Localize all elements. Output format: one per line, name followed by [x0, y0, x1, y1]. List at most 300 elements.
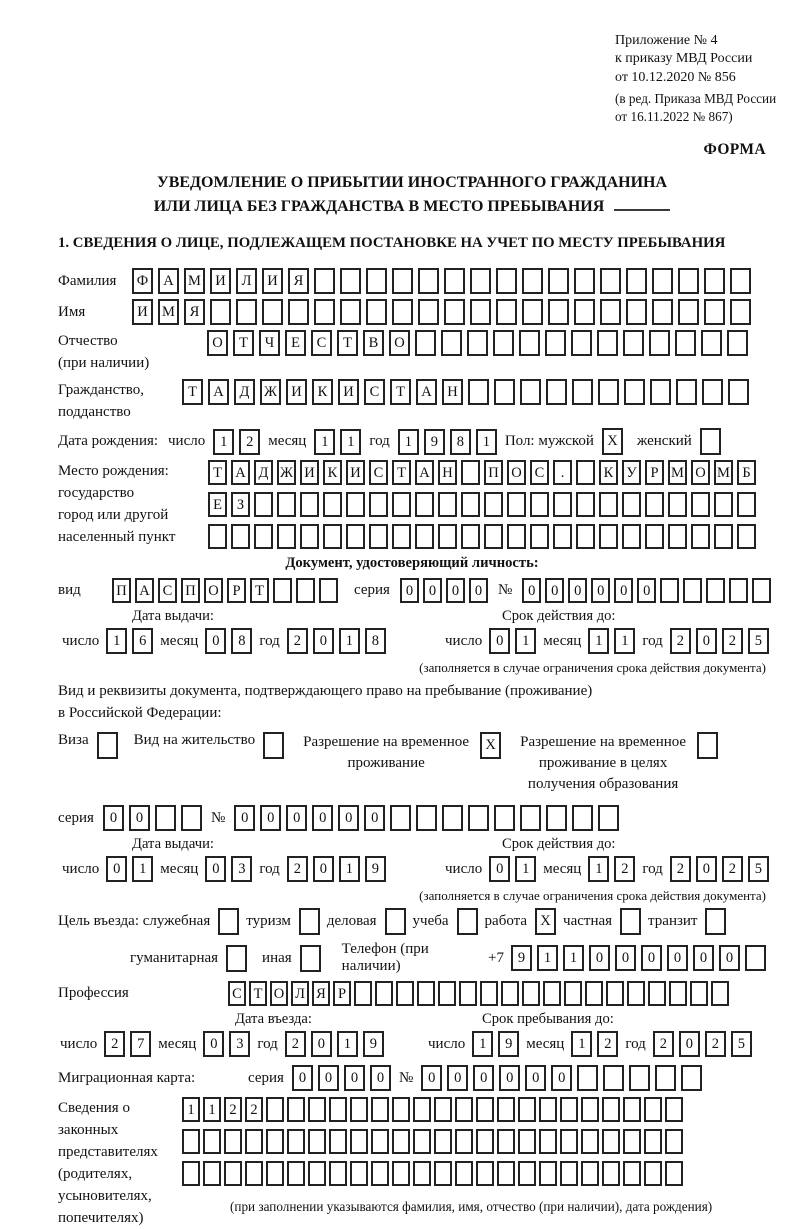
- char-cell[interactable]: [553, 524, 572, 549]
- char-cell[interactable]: [706, 578, 725, 603]
- char-cell[interactable]: 0: [522, 578, 541, 603]
- char-cell[interactable]: Р: [227, 578, 246, 603]
- char-cell[interactable]: Т: [208, 460, 227, 485]
- char-cell[interactable]: [396, 981, 414, 1006]
- char-cell[interactable]: [545, 330, 566, 356]
- char-cell[interactable]: [623, 330, 644, 356]
- char-cell[interactable]: .: [553, 460, 572, 485]
- char-cell[interactable]: 0: [312, 805, 333, 831]
- char-cell[interactable]: 2: [614, 856, 635, 882]
- char-cell[interactable]: [434, 1161, 452, 1186]
- char-cell[interactable]: [560, 1097, 578, 1122]
- char-cell[interactable]: Т: [249, 981, 267, 1006]
- char-cell[interactable]: 1: [537, 945, 558, 971]
- char-cell[interactable]: Т: [390, 379, 411, 405]
- char-cell[interactable]: [691, 524, 710, 549]
- char-cell[interactable]: [455, 1161, 473, 1186]
- char-cell[interactable]: [392, 268, 413, 294]
- char-cell[interactable]: [623, 1097, 641, 1122]
- char-cell[interactable]: 0: [234, 805, 255, 831]
- char-cell[interactable]: [623, 1129, 641, 1154]
- gender-male-checkbox[interactable]: X: [602, 428, 623, 455]
- char-cell[interactable]: [266, 1129, 284, 1154]
- char-cell[interactable]: С: [530, 460, 549, 485]
- char-cell[interactable]: [522, 981, 540, 1006]
- char-cell[interactable]: [444, 268, 465, 294]
- char-cell[interactable]: И: [346, 460, 365, 485]
- char-cell[interactable]: Н: [438, 460, 457, 485]
- char-cell[interactable]: [371, 1161, 389, 1186]
- char-cell[interactable]: [350, 1097, 368, 1122]
- char-cell[interactable]: [714, 492, 733, 517]
- char-cell[interactable]: И: [300, 460, 319, 485]
- char-cell[interactable]: О: [507, 460, 526, 485]
- char-cell[interactable]: 6: [132, 628, 153, 654]
- char-cell[interactable]: [277, 492, 296, 517]
- char-cell[interactable]: Л: [291, 981, 309, 1006]
- char-cell[interactable]: [413, 1129, 431, 1154]
- char-cell[interactable]: 0: [489, 628, 510, 654]
- char-cell[interactable]: Р: [645, 460, 664, 485]
- char-cell[interactable]: 0: [589, 945, 610, 971]
- char-cell[interactable]: 0: [696, 856, 717, 882]
- char-cell[interactable]: 0: [338, 805, 359, 831]
- char-cell[interactable]: [576, 492, 595, 517]
- char-cell[interactable]: [236, 299, 257, 325]
- char-cell[interactable]: [182, 1161, 200, 1186]
- char-cell[interactable]: [691, 492, 710, 517]
- char-cell[interactable]: Ч: [259, 330, 280, 356]
- char-cell[interactable]: 0: [400, 578, 419, 603]
- char-cell[interactable]: [392, 524, 411, 549]
- purpose-work-checkbox[interactable]: X: [535, 908, 556, 935]
- char-cell[interactable]: О: [270, 981, 288, 1006]
- char-cell[interactable]: [418, 299, 439, 325]
- char-cell[interactable]: [626, 299, 647, 325]
- char-cell[interactable]: [468, 379, 489, 405]
- gender-female-checkbox[interactable]: [700, 428, 721, 455]
- char-cell[interactable]: М: [668, 460, 687, 485]
- char-cell[interactable]: [308, 1161, 326, 1186]
- char-cell[interactable]: [461, 492, 480, 517]
- char-cell[interactable]: [571, 330, 592, 356]
- char-cell[interactable]: Я: [288, 268, 309, 294]
- purpose-official-checkbox[interactable]: [218, 908, 239, 935]
- char-cell[interactable]: [441, 330, 462, 356]
- char-cell[interactable]: [553, 492, 572, 517]
- char-cell[interactable]: [518, 1129, 536, 1154]
- char-cell[interactable]: 5: [731, 1031, 752, 1057]
- char-cell[interactable]: [390, 805, 411, 831]
- char-cell[interactable]: И: [132, 299, 153, 325]
- char-cell[interactable]: 0: [205, 856, 226, 882]
- char-cell[interactable]: 0: [421, 1065, 442, 1091]
- purpose-transit-checkbox[interactable]: [705, 908, 726, 935]
- char-cell[interactable]: [737, 524, 756, 549]
- char-cell[interactable]: [606, 981, 624, 1006]
- char-cell[interactable]: [308, 1129, 326, 1154]
- char-cell[interactable]: [581, 1097, 599, 1122]
- char-cell[interactable]: [329, 1097, 347, 1122]
- char-cell[interactable]: [413, 1097, 431, 1122]
- char-cell[interactable]: [598, 379, 619, 405]
- char-cell[interactable]: [602, 1129, 620, 1154]
- char-cell[interactable]: 1: [314, 429, 335, 455]
- char-cell[interactable]: [459, 981, 477, 1006]
- char-cell[interactable]: С: [369, 460, 388, 485]
- char-cell[interactable]: 2: [670, 628, 691, 654]
- char-cell[interactable]: [366, 299, 387, 325]
- char-cell[interactable]: [442, 805, 463, 831]
- char-cell[interactable]: 0: [719, 945, 740, 971]
- char-cell[interactable]: 2: [287, 856, 308, 882]
- char-cell[interactable]: [438, 492, 457, 517]
- char-cell[interactable]: [522, 268, 543, 294]
- char-cell[interactable]: [602, 1097, 620, 1122]
- char-cell[interactable]: 2: [239, 429, 260, 455]
- purpose-study-checkbox[interactable]: [457, 908, 478, 935]
- char-cell[interactable]: 1: [213, 429, 234, 455]
- char-cell[interactable]: Т: [233, 330, 254, 356]
- char-cell[interactable]: [366, 268, 387, 294]
- char-cell[interactable]: [652, 268, 673, 294]
- char-cell[interactable]: 0: [292, 1065, 313, 1091]
- char-cell[interactable]: 0: [473, 1065, 494, 1091]
- char-cell[interactable]: [727, 330, 748, 356]
- char-cell[interactable]: 9: [498, 1031, 519, 1057]
- char-cell[interactable]: [564, 981, 582, 1006]
- char-cell[interactable]: 0: [551, 1065, 572, 1091]
- char-cell[interactable]: 0: [311, 1031, 332, 1057]
- char-cell[interactable]: [597, 330, 618, 356]
- char-cell[interactable]: [468, 805, 489, 831]
- char-cell[interactable]: [371, 1129, 389, 1154]
- char-cell[interactable]: [518, 1161, 536, 1186]
- char-cell[interactable]: [224, 1129, 242, 1154]
- char-cell[interactable]: [438, 981, 456, 1006]
- char-cell[interactable]: 1: [339, 628, 360, 654]
- temp-residence-checkbox[interactable]: X: [480, 732, 501, 759]
- char-cell[interactable]: Т: [182, 379, 203, 405]
- char-cell[interactable]: [520, 805, 541, 831]
- residence-permit-checkbox[interactable]: [263, 732, 284, 759]
- char-cell[interactable]: 0: [679, 1031, 700, 1057]
- char-cell[interactable]: [287, 1129, 305, 1154]
- char-cell[interactable]: 1: [515, 628, 536, 654]
- char-cell[interactable]: С: [158, 578, 177, 603]
- char-cell[interactable]: [480, 981, 498, 1006]
- char-cell[interactable]: 2: [245, 1097, 263, 1122]
- char-cell[interactable]: [530, 524, 549, 549]
- char-cell[interactable]: [254, 492, 273, 517]
- char-cell[interactable]: 0: [447, 1065, 468, 1091]
- char-cell[interactable]: Е: [285, 330, 306, 356]
- char-cell[interactable]: [730, 299, 751, 325]
- char-cell[interactable]: [678, 268, 699, 294]
- char-cell[interactable]: [600, 299, 621, 325]
- char-cell[interactable]: [375, 981, 393, 1006]
- char-cell[interactable]: [346, 524, 365, 549]
- char-cell[interactable]: 3: [229, 1031, 250, 1057]
- char-cell[interactable]: [574, 299, 595, 325]
- char-cell[interactable]: [702, 379, 723, 405]
- char-cell[interactable]: [507, 524, 526, 549]
- char-cell[interactable]: А: [158, 268, 179, 294]
- char-cell[interactable]: [711, 981, 729, 1006]
- char-cell[interactable]: [231, 524, 250, 549]
- char-cell[interactable]: [392, 1129, 410, 1154]
- char-cell[interactable]: З: [231, 492, 250, 517]
- char-cell[interactable]: [369, 524, 388, 549]
- char-cell[interactable]: [548, 268, 569, 294]
- char-cell[interactable]: Т: [250, 578, 269, 603]
- char-cell[interactable]: [539, 1097, 557, 1122]
- char-cell[interactable]: Ж: [260, 379, 281, 405]
- char-cell[interactable]: [598, 805, 619, 831]
- char-cell[interactable]: [208, 524, 227, 549]
- char-cell[interactable]: 0: [637, 578, 656, 603]
- char-cell[interactable]: [737, 492, 756, 517]
- char-cell[interactable]: [644, 1161, 662, 1186]
- char-cell[interactable]: [704, 299, 725, 325]
- char-cell[interactable]: [497, 1097, 515, 1122]
- char-cell[interactable]: [476, 1097, 494, 1122]
- char-cell[interactable]: 9: [511, 945, 532, 971]
- char-cell[interactable]: [354, 981, 372, 1006]
- char-cell[interactable]: [574, 268, 595, 294]
- char-cell[interactable]: [392, 1097, 410, 1122]
- char-cell[interactable]: А: [231, 460, 250, 485]
- char-cell[interactable]: [296, 578, 315, 603]
- char-cell[interactable]: [484, 492, 503, 517]
- char-cell[interactable]: [576, 460, 595, 485]
- char-cell[interactable]: 0: [344, 1065, 365, 1091]
- char-cell[interactable]: [262, 299, 283, 325]
- char-cell[interactable]: [155, 805, 176, 831]
- char-cell[interactable]: [602, 1161, 620, 1186]
- char-cell[interactable]: [730, 268, 751, 294]
- char-cell[interactable]: [665, 1129, 683, 1154]
- char-cell[interactable]: [245, 1161, 263, 1186]
- char-cell[interactable]: 1: [588, 628, 609, 654]
- char-cell[interactable]: [622, 492, 641, 517]
- char-cell[interactable]: [629, 1065, 650, 1091]
- char-cell[interactable]: [287, 1161, 305, 1186]
- char-cell[interactable]: [624, 379, 645, 405]
- char-cell[interactable]: 0: [318, 1065, 339, 1091]
- char-cell[interactable]: [224, 1161, 242, 1186]
- char-cell[interactable]: [520, 379, 541, 405]
- char-cell[interactable]: 0: [364, 805, 385, 831]
- char-cell[interactable]: 0: [568, 578, 587, 603]
- char-cell[interactable]: 1: [571, 1031, 592, 1057]
- char-cell[interactable]: 0: [313, 628, 334, 654]
- char-cell[interactable]: И: [286, 379, 307, 405]
- char-cell[interactable]: 0: [205, 628, 226, 654]
- char-cell[interactable]: 0: [696, 628, 717, 654]
- char-cell[interactable]: М: [184, 268, 205, 294]
- char-cell[interactable]: [245, 1129, 263, 1154]
- char-cell[interactable]: [627, 981, 645, 1006]
- char-cell[interactable]: 1: [340, 429, 361, 455]
- purpose-private-checkbox[interactable]: [620, 908, 641, 935]
- char-cell[interactable]: А: [415, 460, 434, 485]
- char-cell[interactable]: [470, 268, 491, 294]
- char-cell[interactable]: [254, 524, 273, 549]
- char-cell[interactable]: С: [311, 330, 332, 356]
- char-cell[interactable]: 1: [476, 429, 497, 455]
- char-cell[interactable]: 1: [132, 856, 153, 882]
- char-cell[interactable]: 0: [545, 578, 564, 603]
- char-cell[interactable]: 3: [231, 856, 252, 882]
- char-cell[interactable]: 0: [106, 856, 127, 882]
- char-cell[interactable]: [745, 945, 766, 971]
- char-cell[interactable]: [210, 299, 231, 325]
- char-cell[interactable]: Я: [312, 981, 330, 1006]
- char-cell[interactable]: 0: [446, 578, 465, 603]
- char-cell[interactable]: Т: [392, 460, 411, 485]
- char-cell[interactable]: [273, 578, 292, 603]
- char-cell[interactable]: [434, 1097, 452, 1122]
- char-cell[interactable]: [645, 524, 664, 549]
- char-cell[interactable]: [650, 379, 671, 405]
- char-cell[interactable]: [319, 578, 338, 603]
- char-cell[interactable]: К: [323, 460, 342, 485]
- char-cell[interactable]: [418, 268, 439, 294]
- char-cell[interactable]: [585, 981, 603, 1006]
- char-cell[interactable]: [350, 1129, 368, 1154]
- char-cell[interactable]: [560, 1129, 578, 1154]
- char-cell[interactable]: Д: [234, 379, 255, 405]
- char-cell[interactable]: 0: [313, 856, 334, 882]
- char-cell[interactable]: [182, 1129, 200, 1154]
- char-cell[interactable]: Б: [737, 460, 756, 485]
- char-cell[interactable]: [581, 1129, 599, 1154]
- char-cell[interactable]: 2: [705, 1031, 726, 1057]
- char-cell[interactable]: [392, 492, 411, 517]
- char-cell[interactable]: 1: [472, 1031, 493, 1057]
- char-cell[interactable]: [501, 981, 519, 1006]
- char-cell[interactable]: [572, 805, 593, 831]
- char-cell[interactable]: 1: [614, 628, 635, 654]
- char-cell[interactable]: У: [622, 460, 641, 485]
- char-cell[interactable]: [415, 330, 436, 356]
- char-cell[interactable]: П: [484, 460, 503, 485]
- char-cell[interactable]: [494, 379, 515, 405]
- char-cell[interactable]: А: [416, 379, 437, 405]
- char-cell[interactable]: [675, 330, 696, 356]
- char-cell[interactable]: [314, 299, 335, 325]
- char-cell[interactable]: О: [207, 330, 228, 356]
- char-cell[interactable]: 0: [693, 945, 714, 971]
- char-cell[interactable]: [496, 268, 517, 294]
- char-cell[interactable]: 5: [748, 628, 769, 654]
- char-cell[interactable]: [648, 981, 666, 1006]
- char-cell[interactable]: [599, 524, 618, 549]
- char-cell[interactable]: 0: [615, 945, 636, 971]
- char-cell[interactable]: [417, 981, 435, 1006]
- char-cell[interactable]: 0: [203, 1031, 224, 1057]
- char-cell[interactable]: 2: [653, 1031, 674, 1057]
- char-cell[interactable]: [560, 1161, 578, 1186]
- char-cell[interactable]: Д: [254, 460, 273, 485]
- char-cell[interactable]: 1: [106, 628, 127, 654]
- char-cell[interactable]: [371, 1097, 389, 1122]
- char-cell[interactable]: [497, 1161, 515, 1186]
- char-cell[interactable]: 0: [499, 1065, 520, 1091]
- char-cell[interactable]: [519, 330, 540, 356]
- char-cell[interactable]: [392, 1161, 410, 1186]
- char-cell[interactable]: [350, 1161, 368, 1186]
- char-cell[interactable]: [329, 1129, 347, 1154]
- char-cell[interactable]: Т: [337, 330, 358, 356]
- char-cell[interactable]: 5: [748, 856, 769, 882]
- purpose-tourism-checkbox[interactable]: [299, 908, 320, 935]
- char-cell[interactable]: 0: [667, 945, 688, 971]
- char-cell[interactable]: М: [714, 460, 733, 485]
- char-cell[interactable]: [455, 1097, 473, 1122]
- char-cell[interactable]: 1: [515, 856, 536, 882]
- char-cell[interactable]: [470, 299, 491, 325]
- char-cell[interactable]: [530, 492, 549, 517]
- char-cell[interactable]: [277, 524, 296, 549]
- char-cell[interactable]: С: [228, 981, 246, 1006]
- char-cell[interactable]: [644, 1129, 662, 1154]
- char-cell[interactable]: [728, 379, 749, 405]
- char-cell[interactable]: [599, 492, 618, 517]
- temp-residence-edu-checkbox[interactable]: [697, 732, 718, 759]
- char-cell[interactable]: [548, 299, 569, 325]
- char-cell[interactable]: [600, 268, 621, 294]
- char-cell[interactable]: [314, 268, 335, 294]
- char-cell[interactable]: [681, 1065, 702, 1091]
- char-cell[interactable]: [287, 1097, 305, 1122]
- char-cell[interactable]: 2: [224, 1097, 242, 1122]
- char-cell[interactable]: 0: [129, 805, 150, 831]
- char-cell[interactable]: [543, 981, 561, 1006]
- char-cell[interactable]: [467, 330, 488, 356]
- char-cell[interactable]: 8: [231, 628, 252, 654]
- char-cell[interactable]: [660, 578, 679, 603]
- char-cell[interactable]: К: [599, 460, 618, 485]
- char-cell[interactable]: П: [112, 578, 131, 603]
- char-cell[interactable]: [413, 1161, 431, 1186]
- char-cell[interactable]: [668, 492, 687, 517]
- char-cell[interactable]: [678, 299, 699, 325]
- char-cell[interactable]: [701, 330, 722, 356]
- char-cell[interactable]: А: [208, 379, 229, 405]
- char-cell[interactable]: [626, 268, 647, 294]
- char-cell[interactable]: [476, 1129, 494, 1154]
- char-cell[interactable]: 0: [370, 1065, 391, 1091]
- char-cell[interactable]: [623, 1161, 641, 1186]
- char-cell[interactable]: 0: [614, 578, 633, 603]
- char-cell[interactable]: 2: [722, 856, 743, 882]
- char-cell[interactable]: [729, 578, 748, 603]
- char-cell[interactable]: [181, 805, 202, 831]
- char-cell[interactable]: 2: [285, 1031, 306, 1057]
- char-cell[interactable]: [683, 578, 702, 603]
- char-cell[interactable]: М: [158, 299, 179, 325]
- char-cell[interactable]: [340, 268, 361, 294]
- char-cell[interactable]: [669, 981, 687, 1006]
- char-cell[interactable]: [622, 524, 641, 549]
- char-cell[interactable]: 0: [525, 1065, 546, 1091]
- char-cell[interactable]: [308, 1097, 326, 1122]
- char-cell[interactable]: Я: [184, 299, 205, 325]
- char-cell[interactable]: [266, 1097, 284, 1122]
- char-cell[interactable]: [690, 981, 708, 1006]
